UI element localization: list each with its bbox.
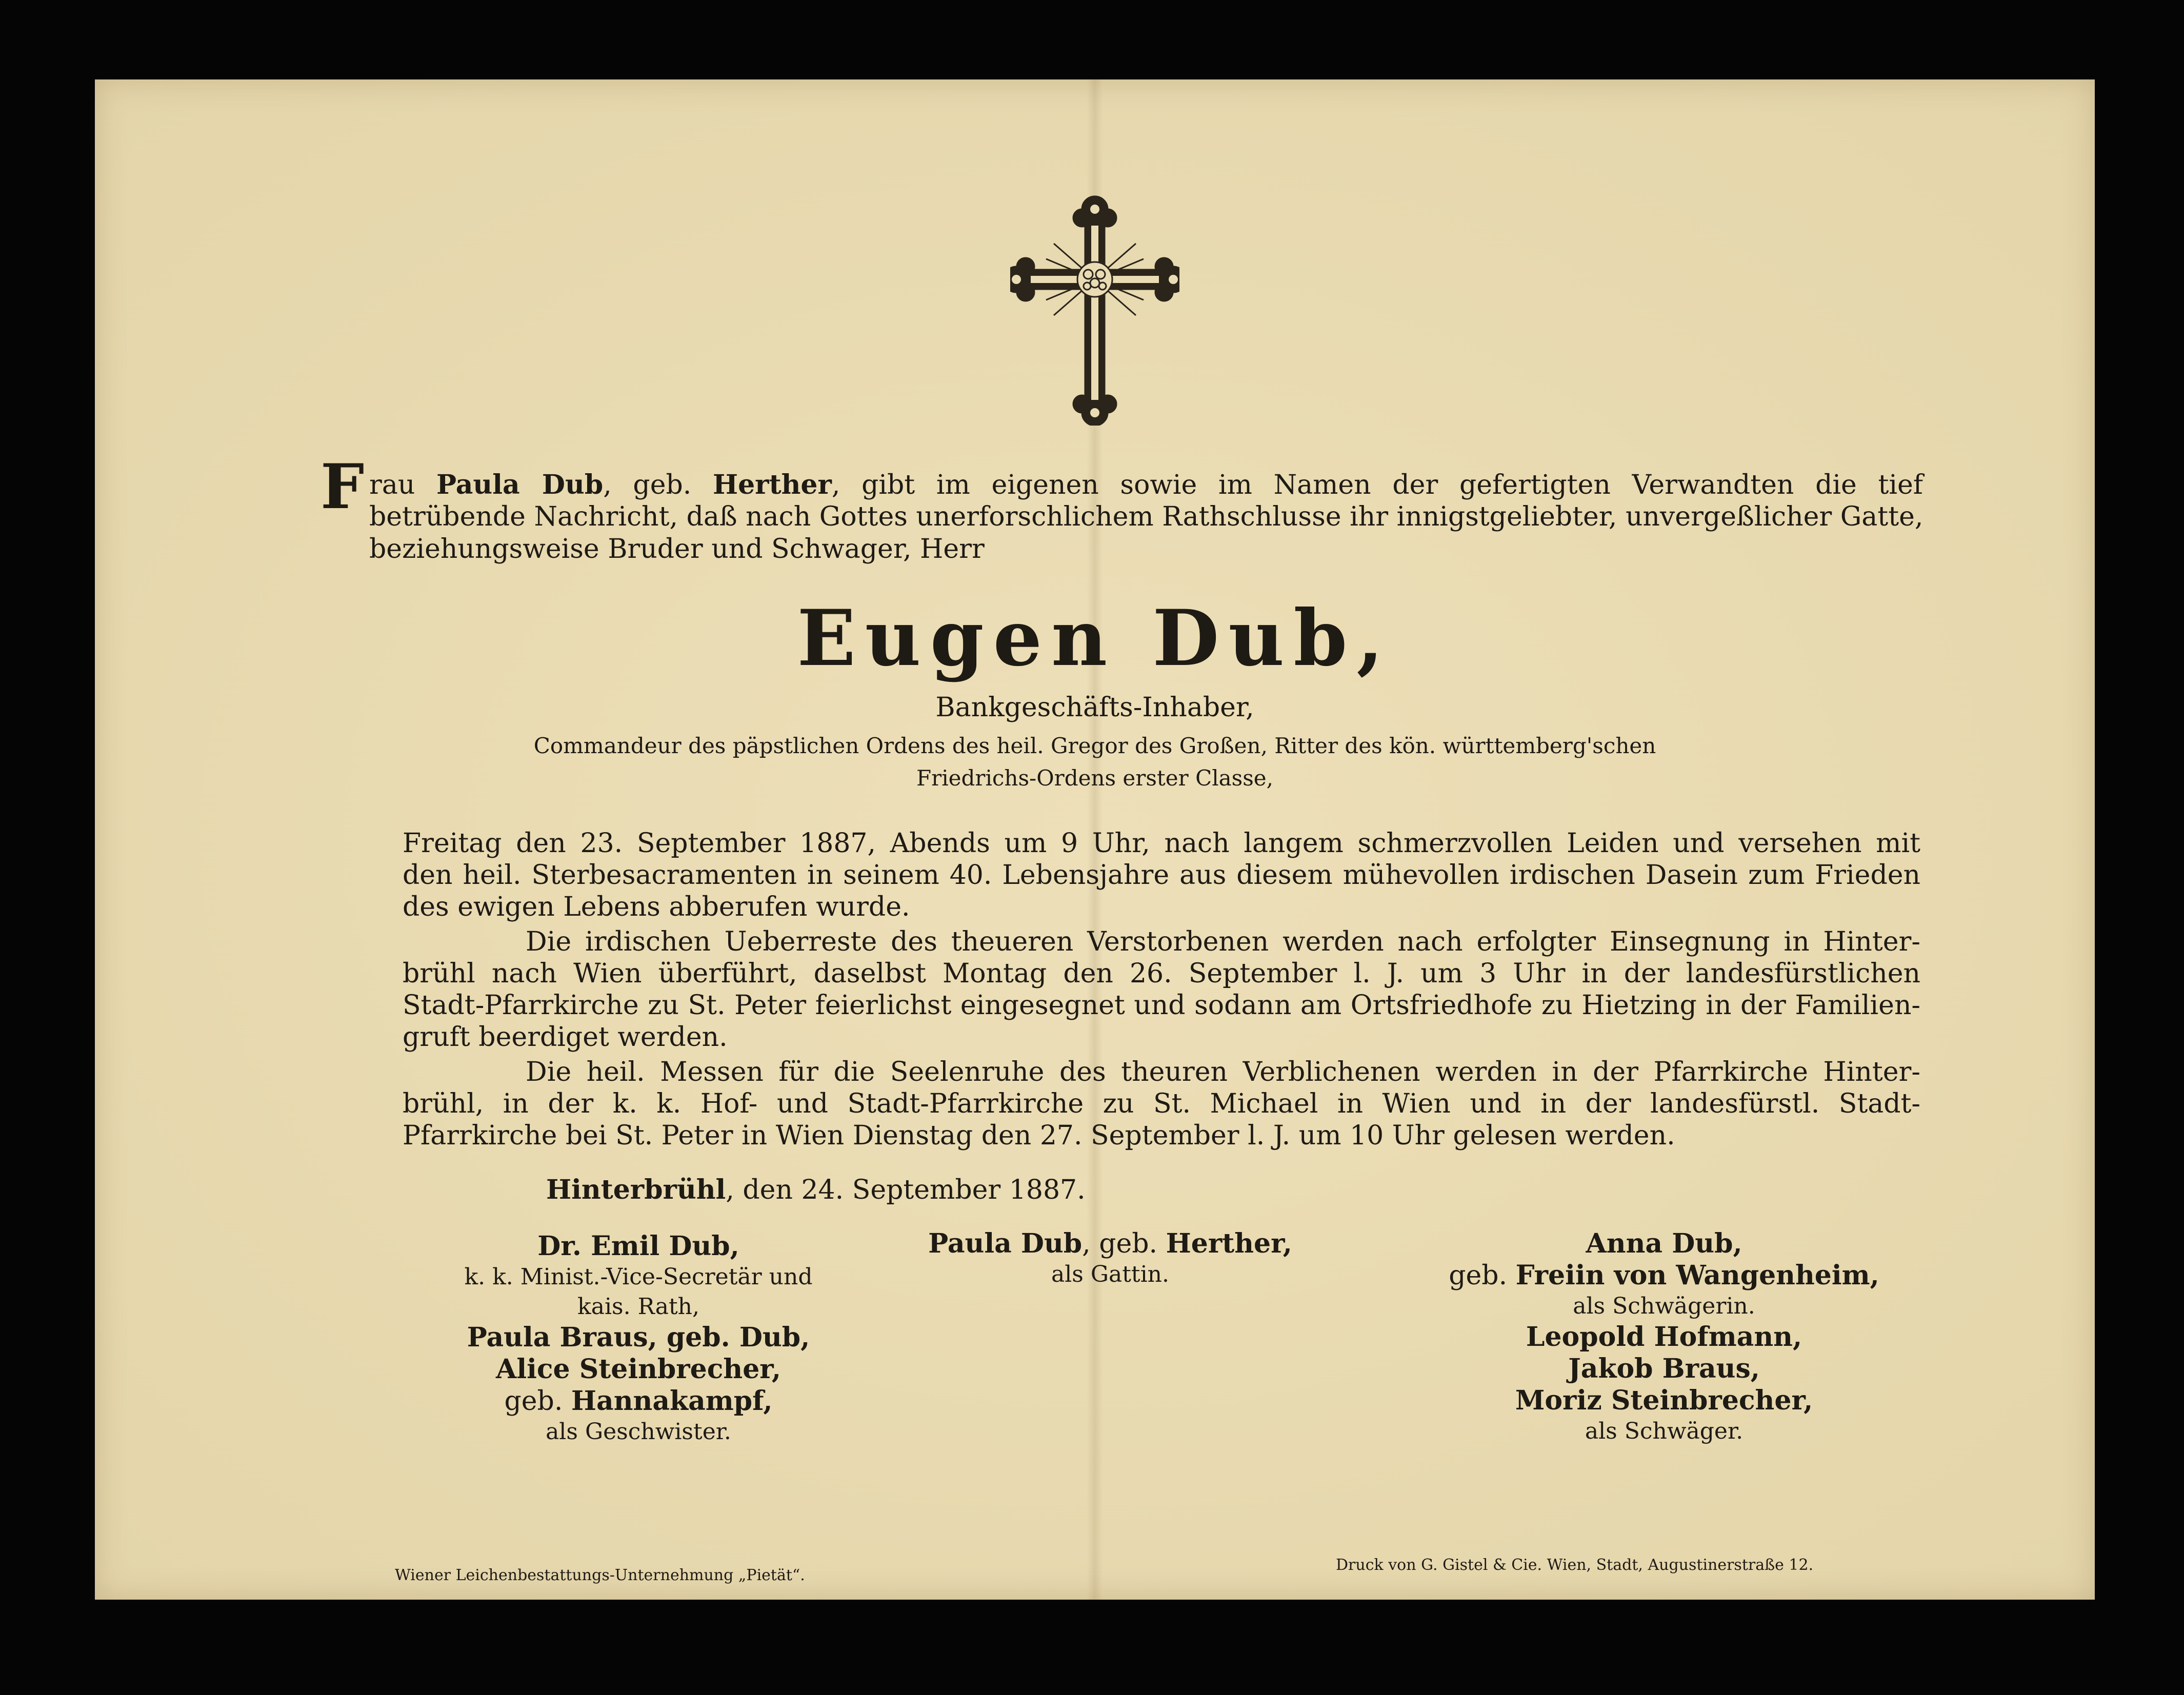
signatory-emil-dub: Dr. Emil Dub, (537, 1230, 739, 1262)
deceased-honours-2: Friedrichs-Ordens erster Classe, (916, 765, 1273, 791)
para2-line-4: gruft beerdiget werden. (403, 1022, 728, 1053)
place-name: Hinterbrühl (546, 1174, 726, 1205)
signatory-moriz-steinbrecher: Moriz Steinbrecher, (1515, 1385, 1813, 1416)
signatories-left (382, 1230, 895, 1447)
signatory-anna-dub: Anna Dub, (1586, 1228, 1742, 1259)
para3-line-1: Die heil. Messen für die Seelenruhe des theuren Verblichenen werden in der Pfarrkirche Hinter- (526, 1057, 1920, 1087)
name-herther: Herther (712, 469, 832, 500)
deceased-name: Eugen Dub, (797, 593, 1393, 683)
para1-line-1: Freitag den 23. September 1887, Abends um 9 Uhr, nach langem schmerzvollen Leiden und versehen mit (403, 828, 1920, 859)
para1-line-2: den heil. Sterbesacramenten in seinem 40. Lebensjahre aus diesem mühevollen irdischen Dasein zum Frieden (403, 860, 1920, 891)
intro-line-2: betrübende Nachricht, daß nach Gottes unerforschlichem Rathschlusse ihr innigstgeliebter, unvergeßlicher Gatte, (369, 501, 1923, 532)
signatory-jakob-braus: Jakob Braus, (1568, 1353, 1760, 1384)
cross-icon (1010, 195, 1179, 426)
intro-line-1: rau Paula Dub, geb. Herther, gibt im eigenen sowie im Namen der gefertigten Verwandten die tief (369, 469, 1923, 500)
deceased-honours-1: Commandeur des päpstlichen Ordens des heil. Gregor des Großen, Ritter des kön. württemberg'schen (533, 733, 1656, 758)
place-date: Hinterbrühl, den 24. September 1887. (546, 1174, 1086, 1205)
signatory-emil-title-1: k. k. Minist.-Vice-Secretär und (464, 1264, 813, 1290)
signatory-alice-birthname: geb. Hannakampf, (504, 1385, 773, 1417)
footer-printer: Druck von G. Gistel & Cie. Wien, Stadt, Augustinerstraße 12. (1336, 1556, 1814, 1574)
signatory-alice-steinbrecher: Alice Steinbrecher, (495, 1354, 782, 1385)
signatory-emil-title-2: kais. Rath, (577, 1294, 699, 1320)
intro-line-3: beziehungsweise Bruder und Schwager, Herr (369, 534, 985, 564)
para2-line-1: Die irdischen Ueberreste des theueren Verstorbenen werden nach erfolgter Einsegnung in Hinter- (526, 926, 1920, 957)
footer-undertaker: Wiener Leichenbestattungs-Unternehmung „Pietät“. (395, 1566, 805, 1584)
para1-line-3: des ewigen Lebens abberufen wurde. (403, 892, 910, 922)
para2-line-3: Stadt-Pfarrkirche zu St. Peter feierlichst eingesegnet und sodann am Ortsfriedhofe zu Hietzing in der Familien- (403, 990, 1920, 1021)
signatory-left-role: als Geschwister. (546, 1419, 731, 1445)
signatory-anna-birthname: geb. Freiin von Wangenheim, (1449, 1260, 1879, 1291)
para3-line-3: Pfarrkirche bei St. Peter in Wien Dienstag den 27. September l. J. um 10 Uhr gelesen werden. (403, 1120, 1675, 1151)
signatory-right-role-2: als Schwäger. (1585, 1418, 1744, 1444)
signatory-leopold-hofmann: Leopold Hofmann, (1526, 1321, 1802, 1353)
signatories-right (1408, 1228, 1920, 1446)
death-notice-sheet (95, 79, 2095, 1600)
para2-line-2: brühl nach Wien überführt, daselbst Montag den 26. September l. J. um 3 Uhr in der landesfürstlichen (403, 958, 1920, 989)
para3-line-2: brühl, in der k. k. Hof- und Stadt-Pfarrkirche zu St. Michael in Wien und in der landesfürstl. Stadt- (403, 1088, 1920, 1119)
signatories-middle (854, 1228, 1367, 1289)
drop-cap: F (320, 451, 365, 523)
signatory-middle-role: als Gattin. (1051, 1261, 1169, 1287)
deceased-occupation: Bankgeschäfts-Inhaber, (935, 692, 1254, 723)
signatory-paula-braus: Paula Braus, geb. Dub, (467, 1322, 810, 1353)
name-paula-dub: Paula Dub (436, 469, 604, 500)
signatory-paula-dub: Paula Dub, geb. Herther, (928, 1228, 1292, 1259)
signatory-right-role-1: als Schwägerin. (1573, 1293, 1755, 1319)
